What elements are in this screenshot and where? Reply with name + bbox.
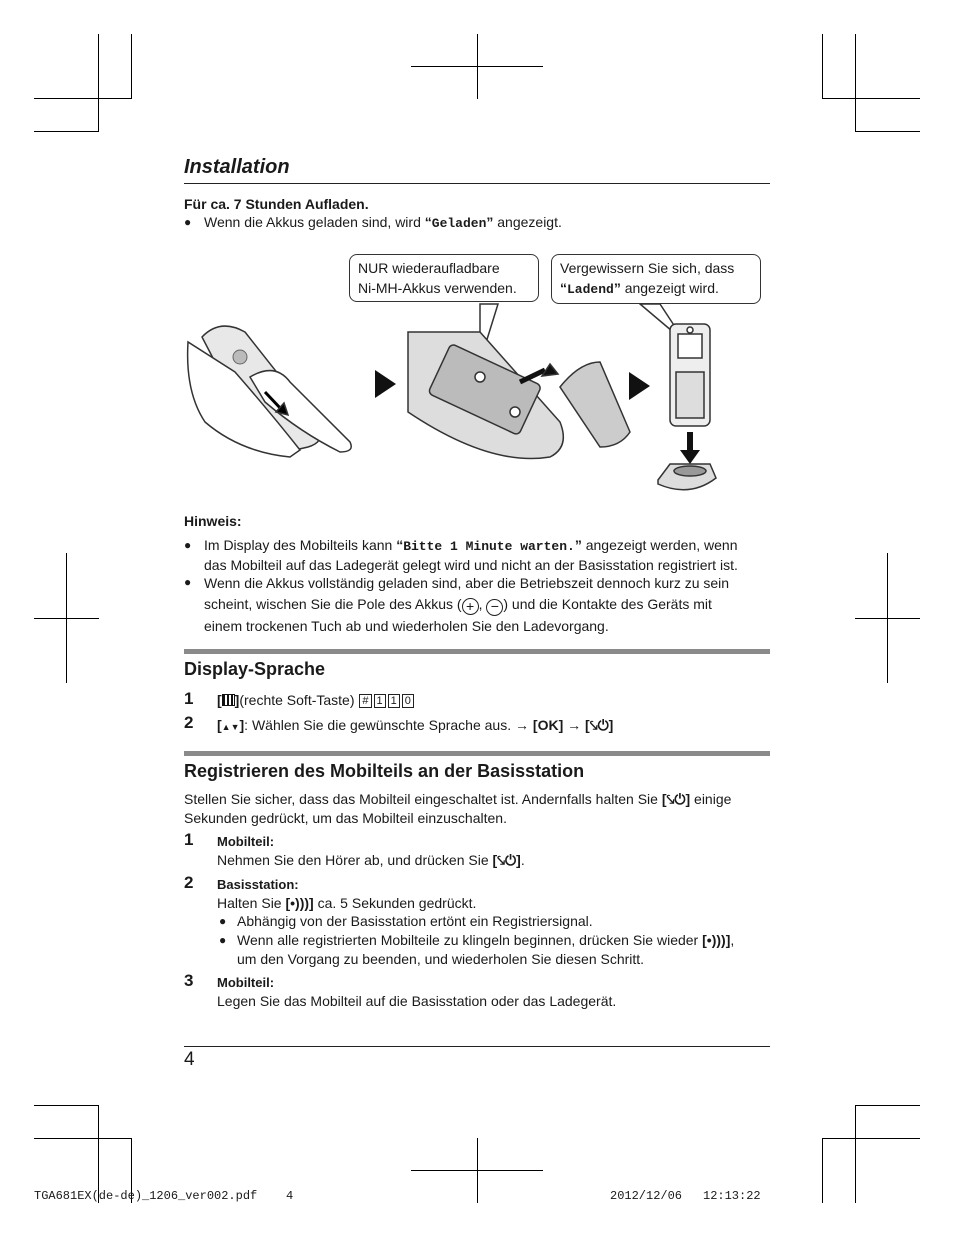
display-language-step-2: [▲▼]: Wählen Sie die gewünschte Sprache aus. → [OK] → [⤥⏻] [217, 717, 614, 733]
footer-date: 2012/12/06 [610, 1189, 683, 1203]
registration-intro: Stellen Sie sicher, dass das Mobilteil eingeschaltet ist. Andernfalls halten Sie [⤥⏻] einige Sekunden gedrückt, um das Mobilteil einzuschalten. [184, 791, 732, 826]
callout-left-line2: Ni-MH-Akkus verwenden. [358, 280, 517, 296]
ok-key: OK [537, 717, 559, 733]
off-power-icon: ⤥⏻ [589, 717, 609, 733]
menu-icon [222, 694, 235, 706]
callout-right-line2: “Ladend” angezeigt wird. [560, 280, 719, 297]
off-power-icon: ⤥⏻ [666, 791, 686, 807]
callout-left-line1: NUR wiederaufladbare [358, 260, 500, 276]
plus-circle-icon: + [462, 598, 479, 615]
section-bar [184, 649, 770, 654]
charging-heading: Für ca. 7 Stunden Aufladen. [184, 196, 369, 212]
step-number: 3 [184, 971, 194, 990]
arrow-right-icon: → [515, 717, 529, 733]
registration-step-3: Mobilteil: Legen Sie das Mobilteil auf die Basisstation oder das Ladegerät. [217, 975, 617, 1009]
registration-title: Registrieren des Mobilteils an der Basisstation [184, 761, 585, 781]
header-rule [184, 183, 770, 184]
registration-step-2: Basisstation: Halten Sie [•)))] ca. 5 Sekunden gedrückt. [217, 877, 477, 911]
minus-circle-icon: − [486, 599, 503, 616]
step-number: 2 [184, 713, 194, 732]
callout-right-line1: Vergewissern Sie sich, dass [560, 260, 735, 276]
arrow-right-icon: → [567, 717, 582, 733]
callout-charging-check [551, 254, 761, 304]
page-number: 4 [184, 1049, 195, 1070]
bullet-dot: ● [184, 215, 192, 229]
charging-bullet: Wenn die Akkus geladen sind, wird “Geladen” angezeigt. [204, 214, 562, 231]
locator-icon: •))) [706, 932, 726, 948]
display-language-step-1: [ ](rechte Soft-Taste) # 1 1 0 [217, 691, 415, 710]
bullet-dot: ● [219, 933, 227, 947]
key-1: 1 [374, 694, 386, 708]
step-number: 1 [184, 689, 194, 708]
registration-step-2-bullet-1: Abhängig von der Basisstation ertönt ein Registriersignal. [237, 913, 593, 929]
key-1: 1 [388, 694, 400, 708]
registration-step-2-bullet-2: Wenn alle registrierten Mobilteile zu klingeln beginnen, drücken Sie wieder [•)))], um den Vorgang zu beenden, und wiederholen Sie diesen Schritt. [237, 932, 735, 967]
off-power-icon: ⤥⏻ [497, 852, 517, 868]
note-heading: Hinweis: [184, 513, 242, 529]
locator-icon: •))) [290, 895, 310, 911]
up-down-icon: ▲▼ [221, 722, 240, 732]
callout-rechargeable-batteries [349, 254, 539, 302]
section-header-title: Installation [184, 156, 290, 178]
step-number: 2 [184, 873, 194, 892]
section-bar [184, 751, 770, 756]
step-number: 1 [184, 830, 194, 849]
key-0: 0 [402, 694, 414, 708]
bullet-dot: ● [219, 914, 227, 928]
footer-rule [184, 1046, 770, 1047]
footer-time: 12:13:22 [703, 1189, 761, 1203]
handset-charger-drawing [658, 324, 716, 490]
note-bullet-1: Im Display des Mobilteils kann “Bitte 1 Minute warten.” angezeigt werden, wenn das Mobilteil auf das Ladegerät gelegt wird und nicht an der Basisstation registriert ist. [204, 537, 738, 573]
hand-handset-drawing [188, 326, 352, 457]
key-hash: # [359, 694, 371, 708]
bullet-dot: ● [184, 538, 192, 552]
note-bullet-2: Wenn die Akkus vollständig geladen sind, aber die Betriebszeit dennoch kurz zu sein scheint, wischen Sie die Pole des Akkus ( + , − ) und die Kontakte des Geräts mit einem trockenen Tuch ab und wiederholen Sie den Ladevorgang. [204, 575, 730, 634]
footer-file-info: TGA681EX(de-de)_1206_ver002.pdf 4 [34, 1189, 294, 1203]
display-language-title: Display-Sprache [184, 659, 326, 679]
bullet-dot: ● [184, 575, 192, 589]
registration-step-1: Mobilteil: Nehmen Sie den Hörer ab, und drücken Sie [⤥⏻]. [217, 834, 525, 868]
handset-battery-drawing [408, 332, 630, 459]
